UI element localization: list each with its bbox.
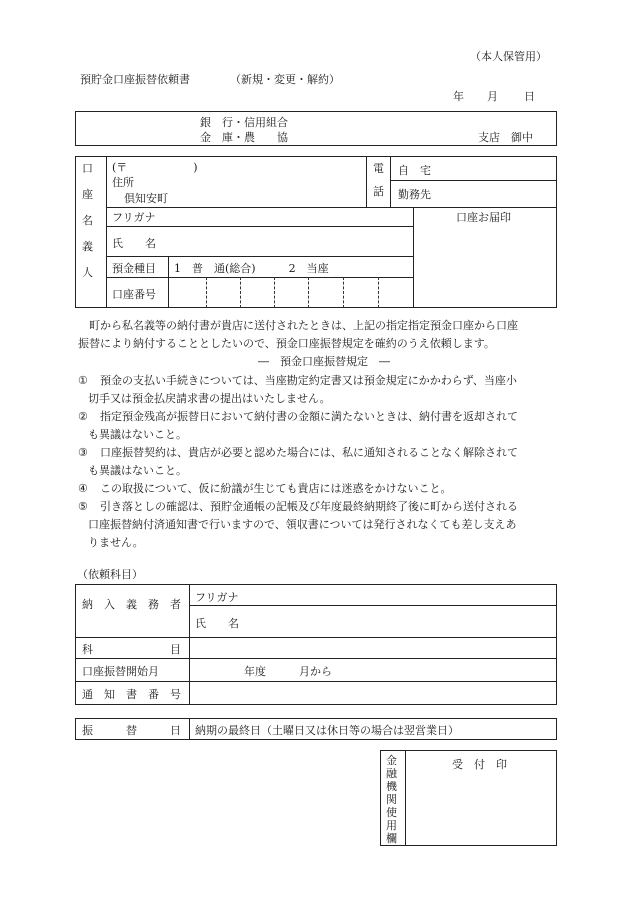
taxpayer-label: 納 入 義 務 者 xyxy=(82,598,181,611)
start-month-label: 口座振替開始月 xyxy=(82,665,159,678)
form-title: 預貯金口座振替依頼書 xyxy=(80,73,190,86)
holder-name-field[interactable]: 氏 名 xyxy=(112,237,156,250)
taxpayer-name-field[interactable]: 氏 名 xyxy=(195,617,239,630)
account-number-label: 口座番号 xyxy=(112,288,156,301)
bank-name-box[interactable] xyxy=(75,111,557,146)
postal-code-field[interactable]: (〒 ) xyxy=(112,161,198,174)
rule-item: ① 預金の支払い手続きについては、当座勘定約定書又は預金規定にかかわらず、当座小 切手又は預金払戻請求書の提出はいたしません。 xyxy=(78,374,517,405)
address-label: 住所 xyxy=(112,176,134,189)
rule-item: ⑤ 引き落としの確認は、預貯金通帳の記帳及び年度最終納期終了後に町から送付される 口座振替納付済通知書で行いますので、領収書については発行されなくても差し支えあ りません。 xyxy=(78,500,518,549)
transfer-day-label: 振 替 日 xyxy=(82,724,181,737)
receipt-stamp-label: 受 付 印 xyxy=(452,758,507,771)
bank-use-side-label: 金 融 機 関 使 用 欄 xyxy=(386,754,397,845)
deposit-type-label: 預金種目 xyxy=(112,262,156,275)
bank-type-line2: 金 庫・農 協 xyxy=(200,131,288,144)
receipt-stamp-area[interactable] xyxy=(406,772,556,845)
subject-field[interactable] xyxy=(190,638,556,658)
start-month-field[interactable]: 年度 月から xyxy=(244,665,332,678)
holder-furigana-field[interactable]: フリガナ xyxy=(112,211,156,224)
date-month-field[interactable]: 月 xyxy=(487,90,498,103)
phone-work-field[interactable]: 勤務先 xyxy=(398,188,431,201)
address-town: 倶知安町 xyxy=(124,192,168,205)
rule-item: ④ この取扱について、仮に紛議が生じても貴店には迷惑をかけないこと。 xyxy=(78,482,452,495)
rules-title: ― 預金口座振替規定 ― xyxy=(258,355,390,368)
account-number-field[interactable] xyxy=(169,278,413,307)
notice-number-label: 通 知 書 番 号 xyxy=(82,688,181,701)
date-year-field[interactable]: 年 xyxy=(453,90,464,103)
seal-area[interactable] xyxy=(414,226,556,307)
notice-number-field[interactable] xyxy=(190,682,556,704)
taxpayer-furigana-field[interactable]: フリガナ xyxy=(195,591,239,604)
seal-label: 口座お届印 xyxy=(456,211,511,224)
request-line-1: 町から私名義等の納付書が貴店に送付されたときは、上記の指定指定預金口座から口座 xyxy=(78,319,518,332)
account-holder-side-label: 口 座 名 義 人 xyxy=(82,162,93,279)
phone-home-field[interactable]: 自 宅 xyxy=(398,164,431,177)
deposit-type-options[interactable]: 1 普 通(総合) 2 当座 xyxy=(174,262,329,275)
address-field[interactable] xyxy=(100,174,366,206)
request-line-2: 振替により納付することとしたいので、預金口座振替規定を確約のうえ依頼します。 xyxy=(78,337,495,350)
keep-note: （本人保管用） xyxy=(470,50,547,63)
form-options: （新規・変更・解約） xyxy=(230,73,340,86)
transfer-day-value: 納期の最終日（土曜日又は休日等の場合は翌営業日） xyxy=(195,724,459,737)
bank-type-line1: 銀 行・信用組合 xyxy=(200,116,288,129)
branch-label: 支店 御中 xyxy=(478,131,533,144)
date-day-field[interactable]: 日 xyxy=(524,90,535,103)
phone-side-label: 電 話 xyxy=(373,162,384,198)
subject-label: 科 目 xyxy=(82,643,181,656)
request-items-heading: （依頼科目） xyxy=(77,568,143,581)
rule-item: ② 指定預金残高が振替日において納付書の金額に満たないときは、納付書を返却されて も異議はないこと。 xyxy=(78,410,518,441)
rule-item: ③ 口座振替契約は、貴店が必要と認めた場合には、私に通知されることなく解除されて も異議はないこと。 xyxy=(78,446,518,477)
